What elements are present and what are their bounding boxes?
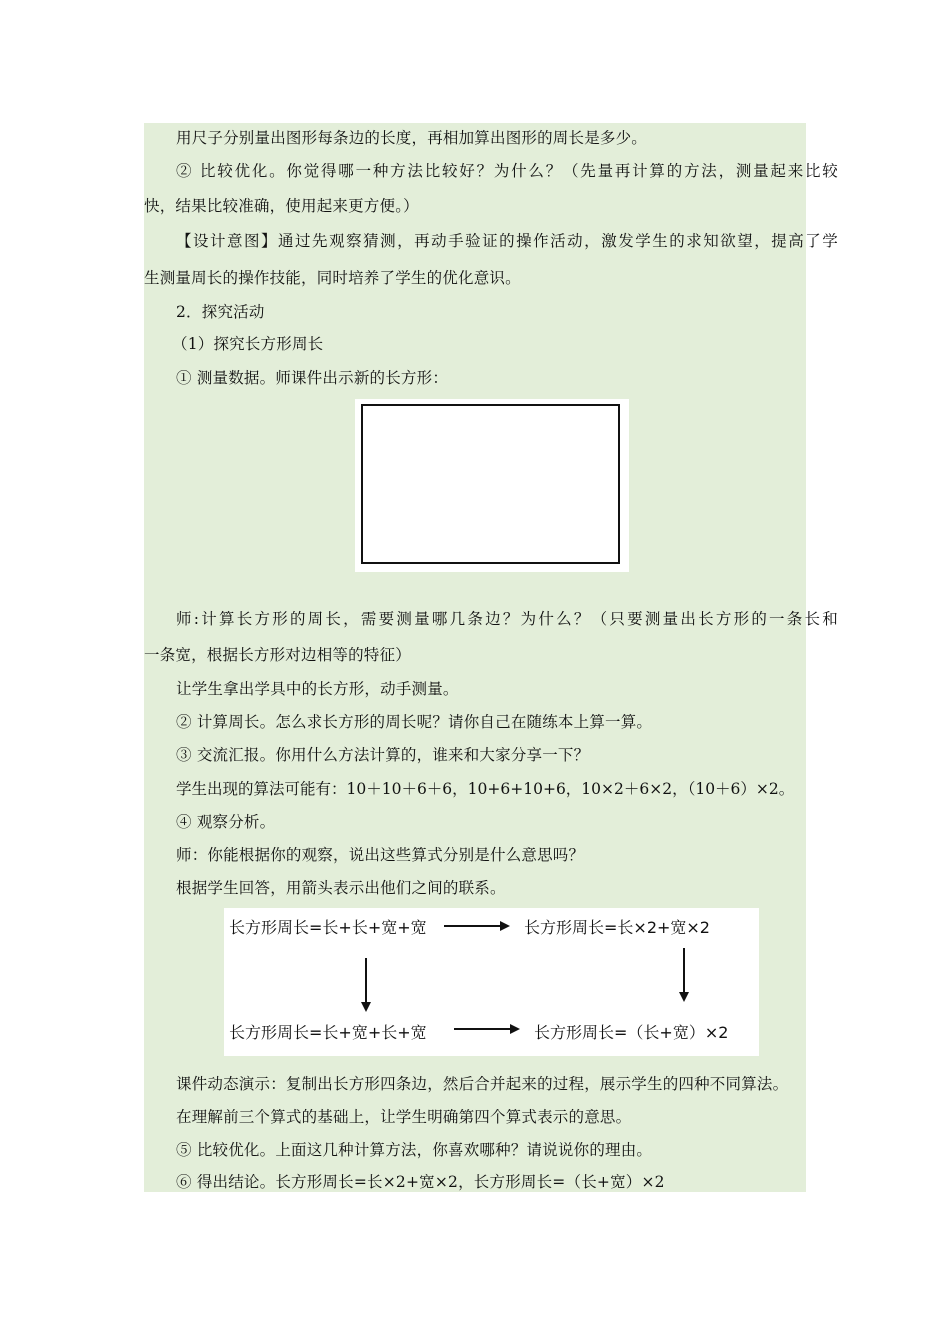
- lesson-content-block: [144, 123, 838, 1192]
- text-line-students-measure: 让学生拿出学具中的长方形，动手测量。: [176, 680, 459, 698]
- down-arrow-icon: [676, 946, 692, 1004]
- text-line-report: ③ 交流汇报。你用什么方法计算的，谁来和大家分享一下？: [176, 746, 590, 764]
- text-line-calculate: ② 计算周长。怎么求长方形的周长呢？请你自己在随练本上算一算。: [176, 713, 653, 731]
- text-line-understand: 在理解前三个算式的基础上，让学生明确第四个算式表示的意思。: [176, 1108, 632, 1126]
- formula-top-right: 长方形周长=长×2+宽×2: [524, 918, 710, 937]
- text-line-observe: ④ 观察分析。: [176, 813, 276, 831]
- teacher-question-line-2: 一条宽，根据长方形对边相等的特征）: [144, 646, 411, 664]
- text-line-2: ② 比较优化。你觉得哪一种方法比较好？为什么？（先量再计算的方法，测量起来比较: [176, 162, 838, 180]
- rectangle-shape: [361, 404, 620, 564]
- formula-bottom-right: 长方形周长=（长+宽）×2: [534, 1023, 729, 1042]
- text-line-arrows: 根据学生回答，用箭头表示出他们之间的联系。: [176, 879, 506, 897]
- right-arrow-icon: [442, 918, 512, 934]
- formula-relationship-diagram: [224, 908, 759, 1056]
- text-line-demo: 课件动态演示：复制出长方形四条边，然后合并起来的过程，展示学生的四种不同算法。: [176, 1075, 789, 1093]
- text-line-3: 快，结果比较准确，使用起来更方便。）: [144, 197, 419, 215]
- text-line-conclusion: ⑥ 得出结论。长方形周长=长×2+宽×2，长方形周长=（长+宽）×2: [176, 1173, 665, 1191]
- formula-top-left: 长方形周长=长+长+宽+宽: [229, 918, 427, 937]
- design-intent-line-2: 生测量周长的操作技能，同时培养了学生的优化意识。: [144, 269, 521, 287]
- down-arrow-icon: [358, 956, 374, 1014]
- teacher-question-line-1: 师:计算长方形的周长，需要测量哪几条边？为什么？（只要测量出长方形的一条长和: [176, 610, 838, 628]
- text-line-algorithms: 学生出现的算法可能有：10＋10＋6＋6，10+6+10+6，10×2＋6×2，（10＋6）×2。: [176, 780, 795, 798]
- section-heading: 2．探究活动: [176, 303, 265, 321]
- text-line-teacher-ask: 师：你能根据你的观察，说出这些算式分别是什么意思吗？: [176, 846, 585, 864]
- right-arrow-icon: [452, 1021, 522, 1037]
- text-line-measure: ① 测量数据。师课件出示新的长方形：: [176, 369, 449, 387]
- text-line-compare: ⑤ 比较优化。上面这几种计算方法，你喜欢哪种？请说说你的理由。: [176, 1141, 653, 1159]
- formula-bottom-left: 长方形周长=长+宽+长+宽: [229, 1023, 427, 1042]
- design-intent-line-1: 【设计意图】通过先观察猜测，再动手验证的操作活动，激发学生的求知欲望，提高了学: [176, 232, 838, 250]
- subsection-heading: （1）探究长方形周长: [172, 335, 324, 353]
- text-line-1: 用尺子分别量出图形每条边的长度，再相加算出图形的周长是多少。: [176, 129, 648, 147]
- rectangle-figure: [355, 399, 629, 572]
